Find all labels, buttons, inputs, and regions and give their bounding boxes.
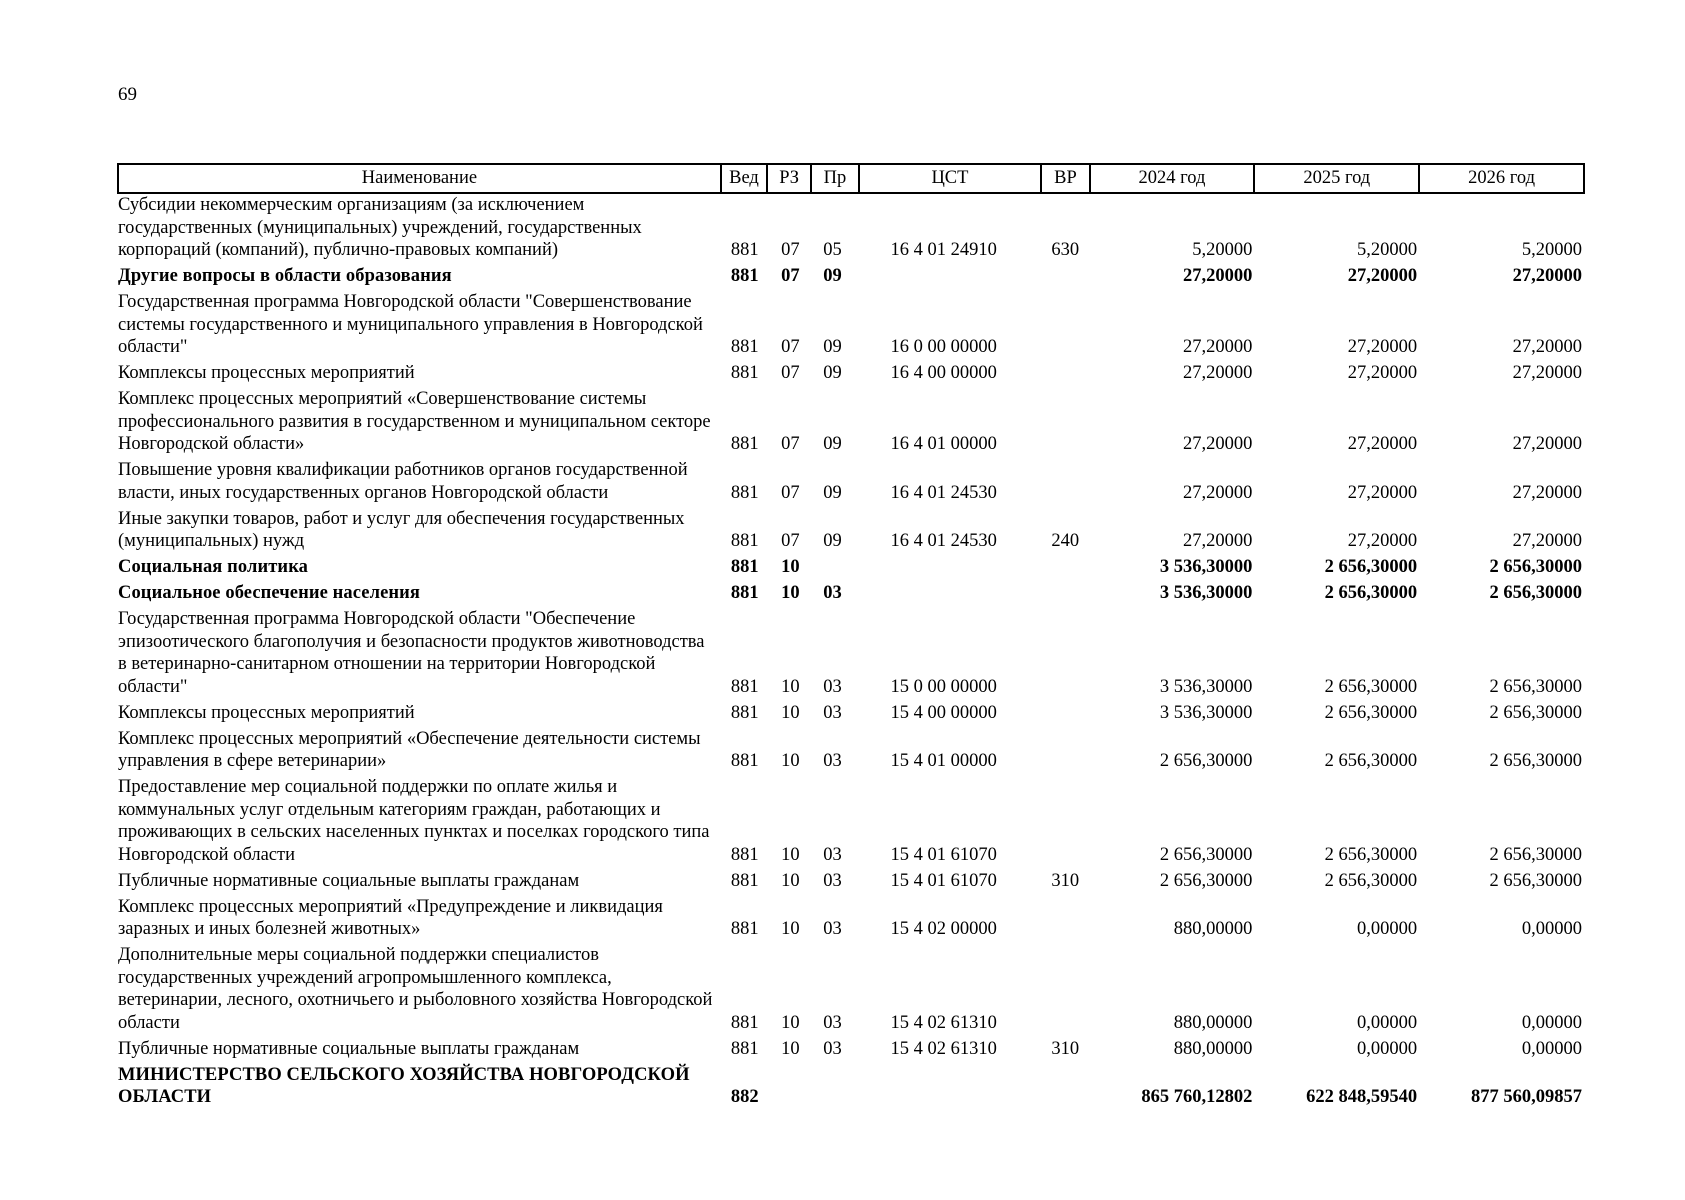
table-row (118, 608, 1584, 702)
row-name: Социальное обеспечение населения (118, 583, 421, 603)
row-2025: 2 656,30000 (1324, 844, 1418, 865)
row-2025: 27,20000 (1347, 531, 1418, 551)
row-2026: 2 656,30000 (1489, 751, 1582, 771)
row-2026: 5,20000 (1521, 240, 1582, 260)
row-ved: 881 (730, 870, 759, 891)
row-pr: 03 (823, 702, 842, 723)
row-name: Государственная программа Новгородской области "Обеспечение эпизоотического благополучия и безопасности продуктов животноводства в ветеринарно-санитарном отношении на территории Новгородской области" (118, 609, 705, 697)
row-ved: 881 (730, 751, 759, 771)
row-pr (811, 556, 858, 582)
row-rz: 10 (781, 870, 800, 891)
table-row (118, 459, 1584, 508)
row-rz: 07 (781, 337, 800, 357)
row-2025: 0,00000 (1357, 919, 1418, 939)
table-row (118, 944, 1584, 1038)
row-2026: 2 656,30000 (1489, 844, 1582, 865)
table-row-section (118, 582, 1584, 608)
row-vr (1041, 291, 1089, 362)
row-2025: 0,00000 (1357, 1012, 1418, 1033)
row-2025: 27,20000 (1347, 337, 1418, 357)
row-vr: 630 (1051, 240, 1080, 260)
row-cst: 15 4 01 61070 (890, 844, 997, 865)
row-ved: 881 (730, 844, 759, 865)
row-pr: 03 (823, 751, 842, 771)
row-name: Публичные нормативные социальные выплаты гражданам (118, 870, 580, 891)
row-2024: 27,20000 (1183, 434, 1253, 454)
table-row (118, 1038, 1584, 1064)
row-vr (1041, 459, 1089, 508)
row-2026: 2 656,30000 (1489, 557, 1582, 577)
row-cst: 15 0 00 00000 (890, 676, 997, 697)
row-vr: 310 (1051, 1038, 1080, 1059)
row-2025: 0,00000 (1357, 1038, 1418, 1059)
row-name: Субсидии некоммерческим организациям (за исключением государственных (муниципальных) учреждений, государственных корпораций (компаний), публично-правовых компаний) (118, 195, 642, 260)
row-cst: 16 4 01 24530 (890, 531, 997, 551)
row-ved: 881 (730, 702, 759, 723)
row-ved: 881 (730, 363, 759, 383)
row-pr: 03 (823, 1038, 842, 1059)
row-2026: 27,20000 (1512, 363, 1582, 383)
header-pr: Пр (811, 164, 858, 193)
row-2026: 2 656,30000 (1489, 676, 1582, 697)
row-2024: 3 536,30000 (1159, 702, 1253, 723)
table-row (118, 776, 1584, 870)
row-2026: 0,00000 (1521, 919, 1582, 939)
row-ved: 881 (730, 434, 759, 454)
row-2025: 2 656,30000 (1324, 870, 1418, 891)
row-2024: 2 656,30000 (1159, 870, 1253, 891)
row-ved: 881 (730, 919, 759, 939)
row-cst: 16 4 01 24530 (890, 482, 997, 503)
row-pr: 09 (823, 531, 842, 551)
row-2024: 27,20000 (1183, 266, 1253, 286)
row-name: Комплекс процессных мероприятий «Предупреждение и ликвидация заразных и иных болезней животных» (118, 896, 663, 939)
row-name: Социальная политика (118, 557, 309, 577)
row-rz: 10 (781, 557, 800, 577)
row-2026: 27,20000 (1512, 531, 1582, 551)
row-cst: 16 0 00 00000 (890, 337, 997, 357)
row-name: Иные закупки товаров, работ и услуг для обеспечения государственных (муниципальных) нужд (118, 508, 685, 551)
row-vr: 240 (1051, 531, 1080, 551)
budget-table (117, 163, 1585, 1112)
row-cst: 16 4 01 24910 (890, 240, 997, 260)
row-ved: 882 (730, 1087, 759, 1107)
row-cst: 15 4 01 61070 (890, 870, 997, 891)
row-cst (859, 265, 1042, 291)
row-2025: 27,20000 (1347, 434, 1418, 454)
table-row (118, 193, 1584, 265)
header-2024: 2024 год (1090, 164, 1255, 193)
table-row (118, 896, 1584, 945)
row-pr: 09 (823, 266, 842, 286)
row-cst: 15 4 02 00000 (890, 919, 997, 939)
row-2024: 3 536,30000 (1159, 676, 1253, 697)
row-rz: 10 (781, 1012, 800, 1033)
row-name: МИНИСТЕРСТВО СЕЛЬСКОГО ХОЗЯЙСТВА НОВГОРОДСКОЙ ОБЛАСТИ (118, 1064, 690, 1107)
row-2025: 2 656,30000 (1324, 751, 1418, 771)
row-name: Государственная программа Новгородской области "Совершенствование системы государственного и муниципального управления в Новгородской области" (118, 292, 703, 357)
row-pr: 03 (823, 870, 842, 891)
row-pr: 05 (823, 240, 842, 260)
row-rz: 07 (781, 531, 800, 551)
table-row (118, 388, 1584, 459)
row-2026: 27,20000 (1512, 266, 1582, 286)
row-2026: 2 656,30000 (1489, 583, 1582, 603)
row-rz: 07 (781, 434, 800, 454)
row-2025: 2 656,30000 (1324, 557, 1418, 577)
row-vr (1041, 702, 1089, 728)
row-ved: 881 (730, 1038, 759, 1059)
table-row-ministry-total (118, 1064, 1584, 1113)
header-cst: ЦСТ (859, 164, 1042, 193)
table-row (118, 291, 1584, 362)
row-2025: 5,20000 (1357, 240, 1418, 260)
row-2025: 622 848,59540 (1306, 1087, 1418, 1107)
header-name: Наименование (118, 164, 721, 193)
table-row-section (118, 265, 1584, 291)
row-rz: 10 (781, 844, 800, 865)
row-cst: 15 4 01 00000 (890, 751, 997, 771)
row-vr (1041, 776, 1089, 870)
row-rz: 10 (781, 676, 800, 697)
row-2025: 2 656,30000 (1324, 676, 1418, 697)
row-pr: 03 (823, 844, 842, 865)
row-vr (1041, 265, 1089, 291)
row-pr: 09 (823, 363, 842, 383)
row-ved: 881 (730, 1012, 759, 1033)
row-2024: 3 536,30000 (1159, 583, 1253, 603)
row-vr (1041, 388, 1089, 459)
table-row (118, 702, 1584, 728)
row-2024: 27,20000 (1183, 531, 1253, 551)
row-2024: 2 656,30000 (1159, 751, 1253, 771)
row-cst: 16 4 00 00000 (890, 363, 997, 383)
row-2024: 27,20000 (1183, 363, 1253, 383)
row-rz: 07 (781, 363, 800, 383)
row-2026: 27,20000 (1512, 337, 1582, 357)
row-2024: 880,00000 (1173, 919, 1253, 939)
row-pr: 09 (823, 434, 842, 454)
row-vr (1041, 728, 1089, 777)
row-ved: 881 (730, 240, 759, 260)
row-name: Комплекс процессных мероприятий «Обеспечение деятельности системы управления в сфере ветеринарии» (118, 728, 701, 771)
row-ved: 881 (730, 583, 759, 603)
row-2025: 27,20000 (1347, 266, 1418, 286)
row-cst: 15 4 02 61310 (890, 1012, 997, 1033)
header-2026: 2026 год (1419, 164, 1584, 193)
row-ved: 881 (730, 531, 759, 551)
row-vr (1041, 896, 1089, 945)
row-name: Повышение уровня квалификации работников органов государственной власти, иных государственных органов Новгородской области (118, 460, 688, 503)
row-rz: 10 (781, 1038, 800, 1059)
row-2026: 2 656,30000 (1489, 702, 1582, 723)
header-rz: РЗ (767, 164, 811, 193)
row-pr: 03 (823, 583, 842, 603)
row-2024: 5,20000 (1192, 240, 1253, 260)
table-row (118, 870, 1584, 896)
row-rz: 10 (781, 751, 800, 771)
row-vr: 310 (1051, 870, 1080, 891)
row-2025: 27,20000 (1347, 482, 1418, 503)
row-name: Дополнительные меры социальной поддержки специалистов государственных учреждений агропромышленного комплекса, ветеринарии, лесного, охотничьего и рыболовного хозяйства Новгородской области (118, 945, 713, 1033)
header-2025: 2025 год (1254, 164, 1419, 193)
row-pr: 03 (823, 1012, 842, 1033)
row-name: Другие вопросы в области образования (118, 266, 452, 286)
row-2026: 0,00000 (1521, 1012, 1582, 1033)
header-vr: ВР (1041, 164, 1089, 193)
row-2026: 2 656,30000 (1489, 870, 1582, 891)
row-name: Комплексы процессных мероприятий (118, 702, 415, 723)
row-2024: 2 656,30000 (1159, 844, 1253, 865)
row-vr (1041, 1064, 1089, 1113)
row-2025: 2 656,30000 (1324, 702, 1418, 723)
row-name: Публичные нормативные социальные выплаты гражданам (118, 1038, 580, 1059)
row-name: Комплекс процессных мероприятий «Совершенствование системы профессионального развития в государственном и муниципальном секторе Новгородской области» (118, 389, 711, 454)
row-vr (1041, 608, 1089, 702)
row-cst (859, 1064, 1042, 1113)
row-vr (1041, 944, 1089, 1038)
row-pr (811, 1064, 858, 1113)
row-pr: 09 (823, 337, 842, 357)
row-2024: 865 760,12802 (1141, 1087, 1253, 1107)
header-ved: Вед (721, 164, 767, 193)
row-2024: 3 536,30000 (1159, 557, 1253, 577)
row-2024: 880,00000 (1173, 1012, 1253, 1033)
row-pr: 09 (823, 482, 842, 503)
row-vr (1041, 362, 1089, 388)
table-row-section (118, 556, 1584, 582)
table-header-row (118, 164, 1584, 193)
row-ved: 881 (730, 676, 759, 697)
page-number: 69 (118, 84, 137, 105)
row-2026: 27,20000 (1512, 434, 1582, 454)
row-pr: 03 (823, 919, 842, 939)
row-vr (1041, 556, 1089, 582)
row-2026: 0,00000 (1521, 1038, 1582, 1059)
row-2024: 27,20000 (1183, 482, 1253, 503)
row-rz: 07 (781, 482, 800, 503)
row-pr: 03 (823, 676, 842, 697)
row-cst: 15 4 00 00000 (890, 702, 997, 723)
row-vr (1041, 582, 1089, 608)
row-name: Комплексы процессных мероприятий (118, 363, 415, 383)
row-cst (859, 556, 1042, 582)
row-ved: 881 (730, 482, 759, 503)
row-rz: 10 (781, 702, 800, 723)
row-ved: 881 (730, 266, 759, 286)
row-cst: 16 4 01 00000 (890, 434, 997, 454)
table-row (118, 728, 1584, 777)
row-rz: 07 (781, 266, 800, 286)
table-row (118, 508, 1584, 557)
row-rz: 10 (781, 919, 800, 939)
row-2025: 27,20000 (1347, 363, 1418, 383)
row-2024: 880,00000 (1173, 1038, 1253, 1059)
table-row (118, 362, 1584, 388)
row-ved: 881 (730, 337, 759, 357)
row-cst (859, 582, 1042, 608)
row-name: Предоставление мер социальной поддержки по оплате жилья и коммунальных услуг отдельным категориям граждан, работающих и проживающих в сельских населенных пунктах и поселках городского типа Новгородской области (118, 777, 710, 865)
row-2024: 27,20000 (1183, 337, 1253, 357)
row-2025: 2 656,30000 (1324, 583, 1418, 603)
row-cst: 15 4 02 61310 (890, 1038, 997, 1059)
row-rz: 07 (781, 240, 800, 260)
row-2026: 877 560,09857 (1471, 1087, 1582, 1107)
row-rz (767, 1064, 811, 1113)
row-ved: 881 (730, 557, 759, 577)
row-2026: 27,20000 (1512, 482, 1582, 503)
row-rz: 10 (781, 583, 800, 603)
